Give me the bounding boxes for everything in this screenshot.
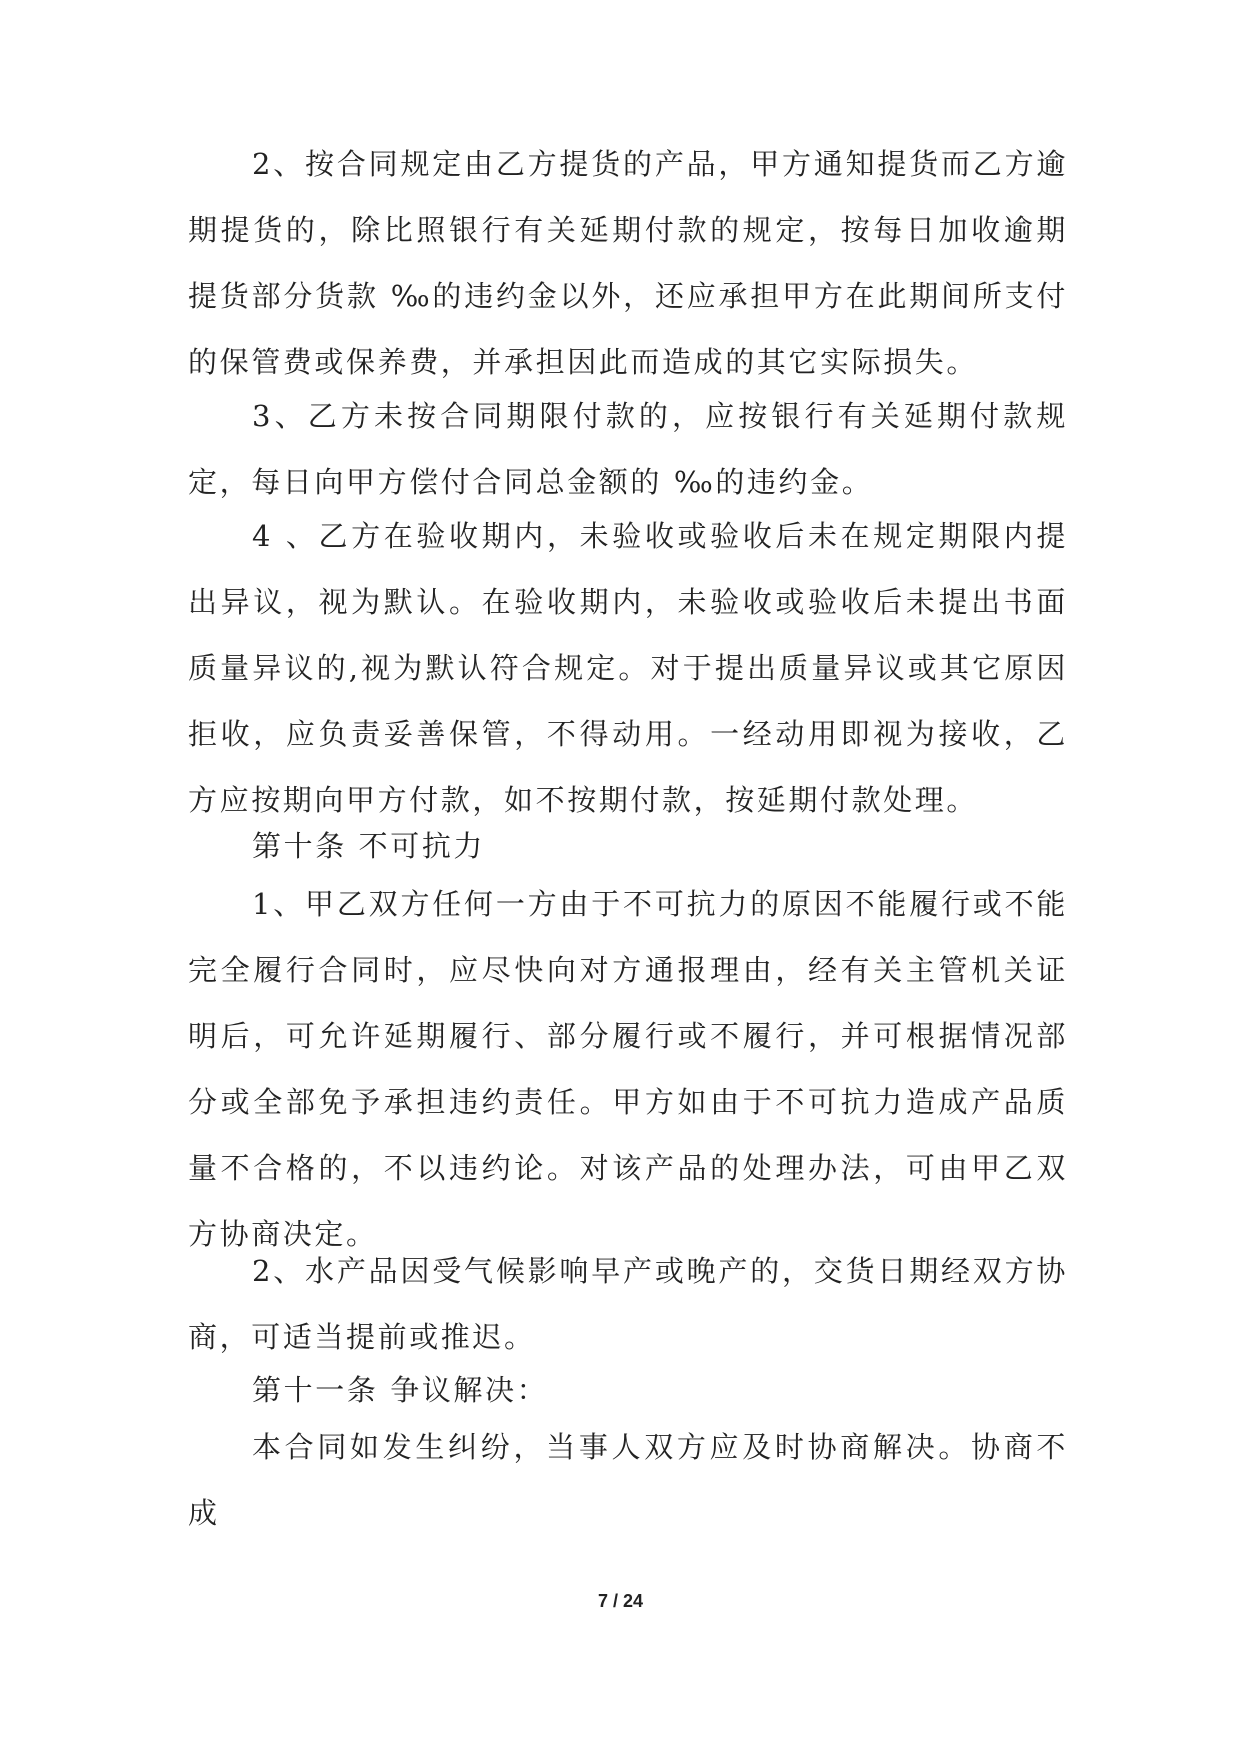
paragraph-clause-3-late-payment: 3、乙方未按合同期限付款的，应按银行有关延期付款规定，每日向甲方偿付合同总金额的 ‰的违约金。: [188, 399, 1068, 499]
section-heading-article-11: 第十一条 争议解决：: [252, 1373, 549, 1407]
paragraph-clause-2-late-pickup: 2、按合同规定由乙方提货的产品，甲方通知提货而乙方逾期提货的，除比照银行有关延期付款的规定，按每日加收逾期提货部分货款 ‰的违约金以外，还应承担甲方在此期间所支付的保管费或保养费，并承担因此而造成的其它实际损失。: [188, 147, 1068, 379]
paragraph-clause-4-inspection: 4 、乙方在验收期内，未验收或验收后未在规定期限内提出异议，视为默认。在验收期内，未验收或验收后未提出书面质量异议的,视为默认符合规定。对于提出质量异议或其它原因拒收，应负责妥善保管，不得动用。一经动用即视为接收，乙方应按期向甲方付款，如不按期付款，按延期付款处理。: [188, 519, 1068, 817]
paragraph-dispute-resolution: 本合同如发生纠纷，当事人双方应及时协商解决。协商不成: [188, 1430, 1068, 1530]
paragraph-force-majeure-1: 1、甲乙双方任何一方由于不可抗力的原因不能履行或不能完全履行合同时，应尽快向对方通报理由，经有关主管机关证明后，可允许延期履行、部分履行或不履行，并可根据情况部分或全部免予承担违约责任。甲方如由于不可抗力造成产品质量不合格的，不以违约论。对该产品的处理办法，可由甲乙双方协商决定。: [188, 887, 1068, 1251]
paragraph-force-majeure-2: 2、水产品因受气候影响早产或晚产的，交货日期经双方协商，可适当提前或推迟。: [188, 1254, 1068, 1354]
section-heading-article-10: 第十条 不可抗力: [252, 829, 486, 863]
page-number: 7 / 24: [597, 1591, 644, 1611]
